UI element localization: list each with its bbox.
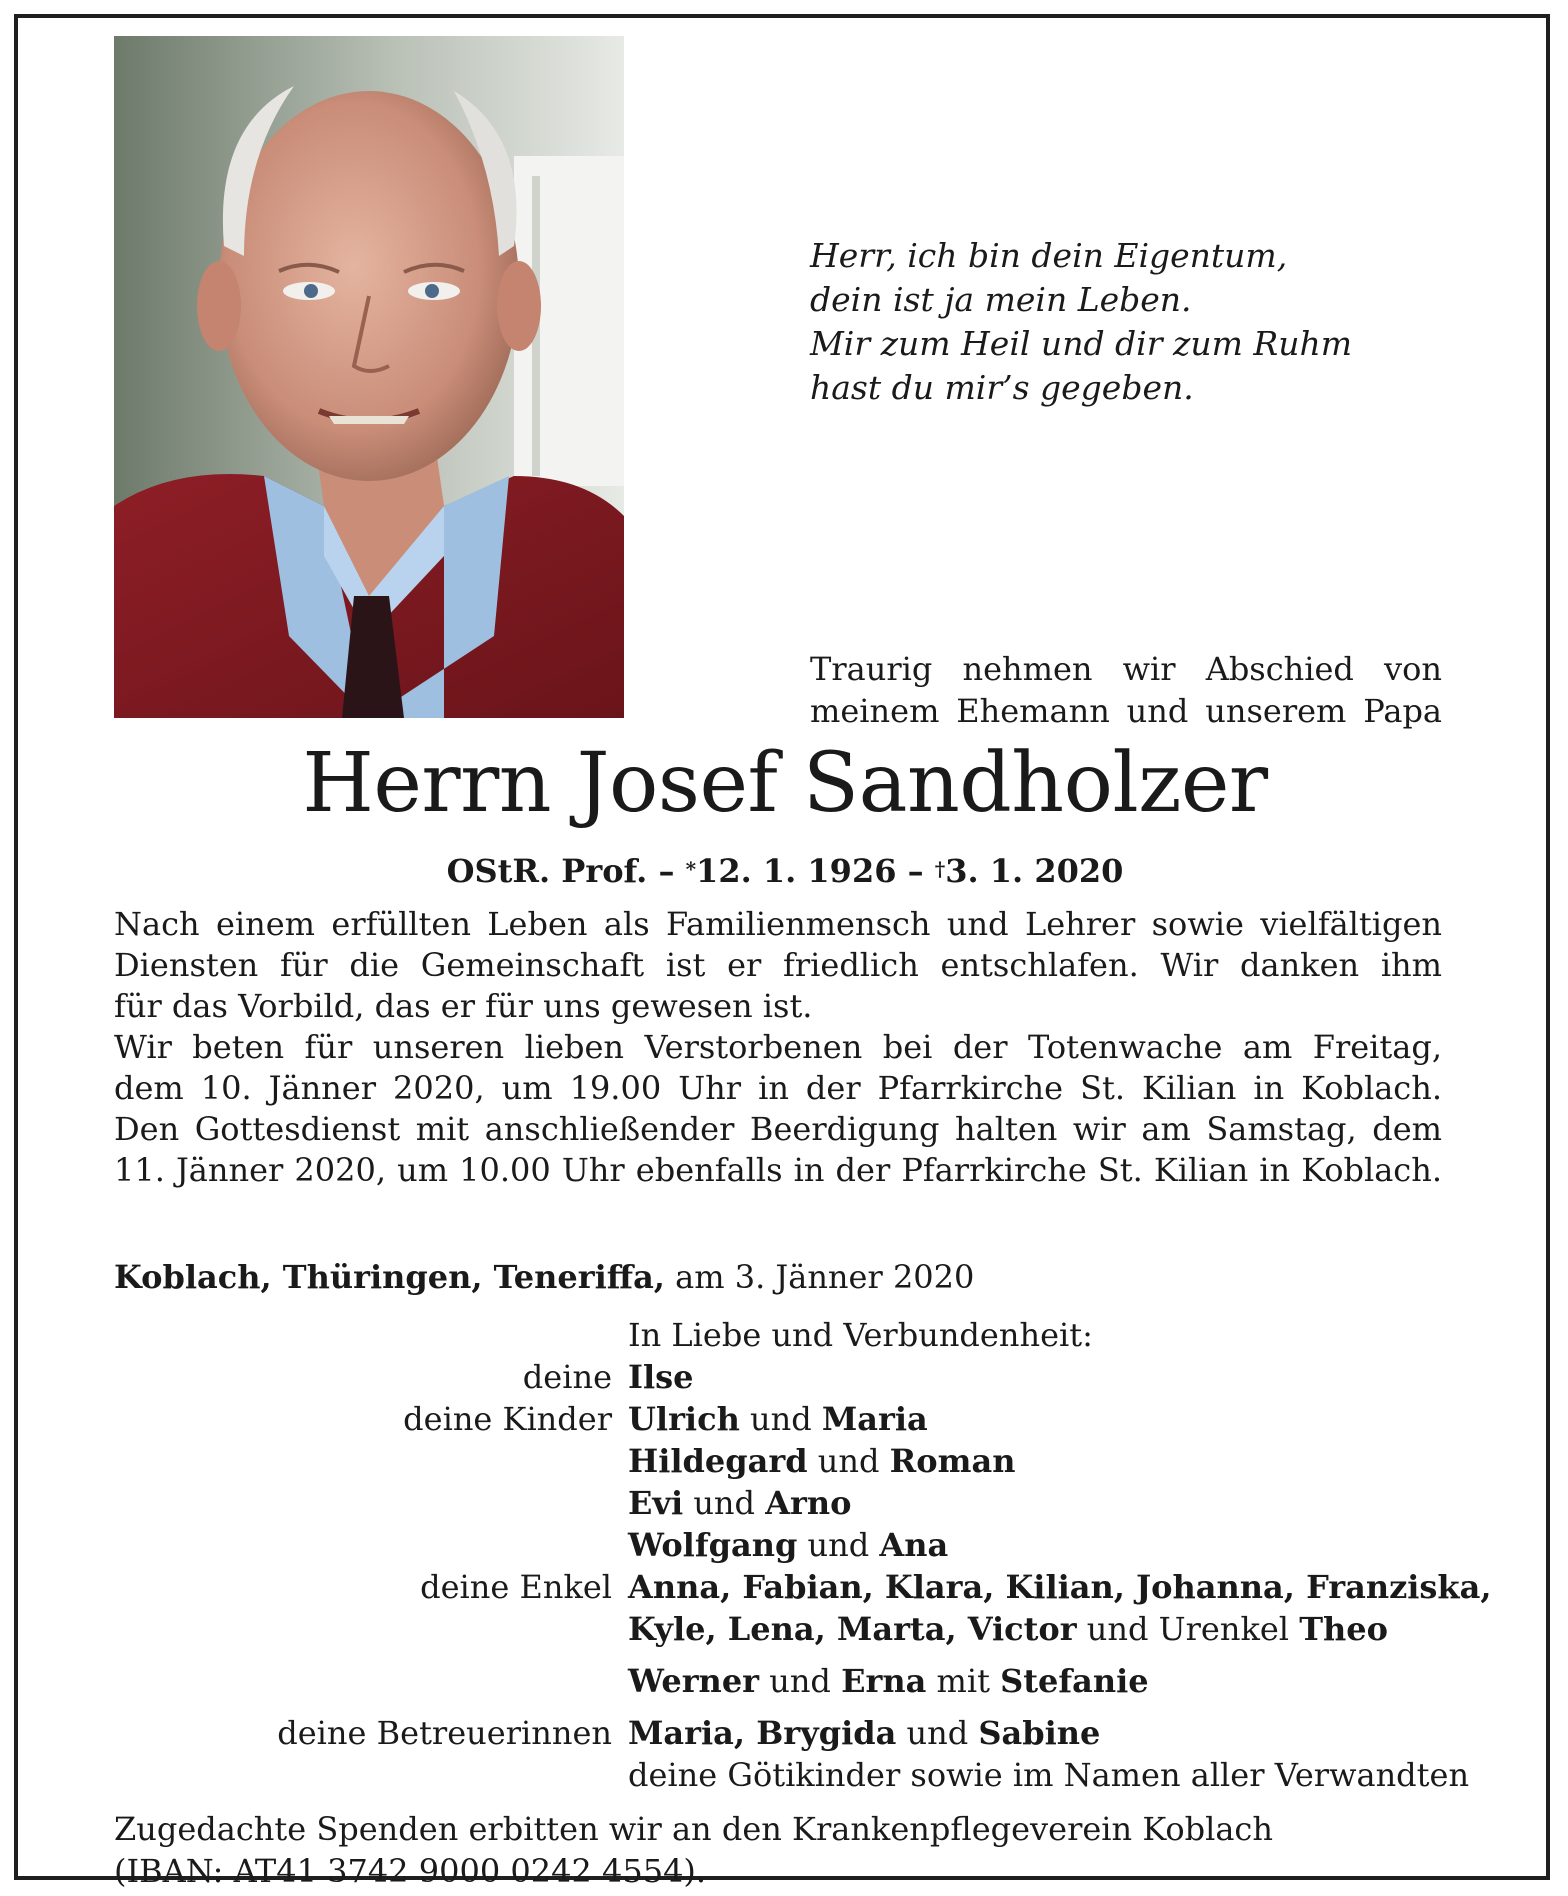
- academic-title: OStR. Prof.: [446, 852, 648, 890]
- children-label: deine Kinder: [403, 1400, 612, 1438]
- and-word: und: [817, 1442, 880, 1480]
- family-closing: deine Götikinder sowie im Namen aller Verwandten: [628, 1756, 1470, 1794]
- partner-name: Roman: [889, 1442, 1016, 1480]
- dash: –: [658, 852, 675, 890]
- with-word: mit: [936, 1662, 990, 1700]
- family-row-wife: [114, 1356, 1464, 1398]
- family-row-children-1: [114, 1398, 1464, 1440]
- quote-verse: [810, 234, 1370, 410]
- obituary-notice: [14, 14, 1550, 1890]
- carers-label: deine Betreuerinnen: [277, 1714, 612, 1752]
- intro-line: Traurig nehmen wir Abschied von: [810, 650, 1442, 688]
- intro-text: [810, 648, 1442, 732]
- body-line: Den Gottesdienst mit anschließender Beerdigung halten wir am Samstag, dem: [114, 1110, 1442, 1148]
- family-row-closing: [114, 1754, 1470, 1796]
- death-date: 3. 1. 2020: [945, 852, 1124, 890]
- donation-iban: (IBAN: AT41 3742 9000 0242 4554).: [114, 1852, 707, 1890]
- relative-name: Erna: [841, 1662, 927, 1700]
- and-word: und: [769, 1662, 831, 1700]
- and-word: und: [807, 1526, 870, 1564]
- child-name: Wolfgang: [628, 1526, 798, 1564]
- birth-date: 12. 1. 1926: [696, 852, 897, 890]
- quote-line: dein ist ja mein Leben.: [810, 280, 1192, 319]
- deceased-name: Herrn Josef Sandholzer: [302, 736, 1268, 831]
- body-line: dem 10. Jänner 2020, um 19.00 Uhr in der Pfarrkirche St. Kilian in Koblach.: [114, 1069, 1442, 1107]
- place-and-date: [114, 1256, 1442, 1298]
- family-row-grandchildren-2: [114, 1608, 1464, 1650]
- child-name: Ulrich: [628, 1400, 740, 1438]
- announcement-body: [114, 904, 1442, 1191]
- body-line: Nach einem erfüllten Leben als Familienmensch und Lehrer sowie vielfältigen: [114, 905, 1442, 943]
- body-line: 11. Jänner 2020, um 10.00 Uhr ebenfalls in der Pfarrkirche St. Kilian in Koblach.: [114, 1151, 1442, 1189]
- partner-name: Arno: [765, 1484, 852, 1522]
- wife-label: deine: [522, 1358, 612, 1396]
- partner-name: Maria: [821, 1400, 928, 1438]
- and-word: und: [906, 1714, 969, 1752]
- family-row-children-3: [114, 1482, 1464, 1524]
- family-row-grandchildren-1: [114, 1566, 1492, 1608]
- family-row-others: [114, 1660, 1464, 1702]
- family-row-children-2: [114, 1440, 1464, 1482]
- carer-names: Maria, Brygida: [628, 1714, 897, 1752]
- birth-symbol: *: [685, 857, 697, 881]
- wife-name: Ilse: [628, 1358, 694, 1396]
- child-name: Hildegard: [628, 1442, 808, 1480]
- partner-name: Ana: [879, 1526, 949, 1564]
- grandchildren-names: Kyle, Lena, Marta, Victor: [628, 1610, 1077, 1648]
- family-heading-row: [114, 1314, 1464, 1356]
- title-and-dates: [114, 850, 1456, 892]
- portrait-illustration: [114, 36, 624, 718]
- body-line: Diensten für die Gemeinschaft ist er friedlich entschlafen. Wir danken ihm: [114, 946, 1442, 984]
- notice-date: am 3. Jänner 2020: [675, 1258, 975, 1296]
- dash: –: [907, 852, 924, 890]
- intro-line: meinem Ehemann und unserem Papa: [810, 692, 1442, 730]
- donation-note: [114, 1808, 1454, 1892]
- child-name: Evi: [628, 1484, 684, 1522]
- quote-line: Mir zum Heil und dir zum Ruhm: [810, 324, 1353, 363]
- great-grandchild-label: und Urenkel: [1086, 1610, 1290, 1648]
- family-row-carers: [114, 1712, 1464, 1754]
- carer-name: Sabine: [978, 1714, 1101, 1752]
- quote-line: Herr, ich bin dein Eigentum,: [810, 236, 1288, 275]
- body-line: Wir beten für unseren lieben Verstorbenen bei der Totenwache am Freitag,: [114, 1028, 1442, 1066]
- and-word: und: [750, 1400, 812, 1438]
- death-symbol: †: [934, 857, 946, 881]
- family-row-children-4: [114, 1524, 1464, 1566]
- and-word: und: [693, 1484, 756, 1522]
- relative-name: Stefanie: [1000, 1662, 1149, 1700]
- places: Koblach, Thüringen, Teneriffa,: [114, 1258, 665, 1296]
- portrait-photo: [114, 36, 624, 718]
- body-line: für das Vorbild, das er für uns gewesen ist.: [114, 987, 813, 1025]
- relative-name: Werner: [628, 1662, 760, 1700]
- grandchildren-names: Anna, Fabian, Klara, Kilian, Johanna, Franziska,: [628, 1568, 1492, 1606]
- quote-line: hast du mir’s gegeben.: [810, 368, 1194, 407]
- grandchildren-label: deine Enkel: [420, 1568, 612, 1606]
- great-grandchild-name: Theo: [1299, 1610, 1388, 1648]
- family-heading: In Liebe und Verbundenheit:: [628, 1316, 1093, 1354]
- donation-line: Zugedachte Spenden erbitten wir an den Krankenpflegeverein Koblach: [114, 1810, 1273, 1848]
